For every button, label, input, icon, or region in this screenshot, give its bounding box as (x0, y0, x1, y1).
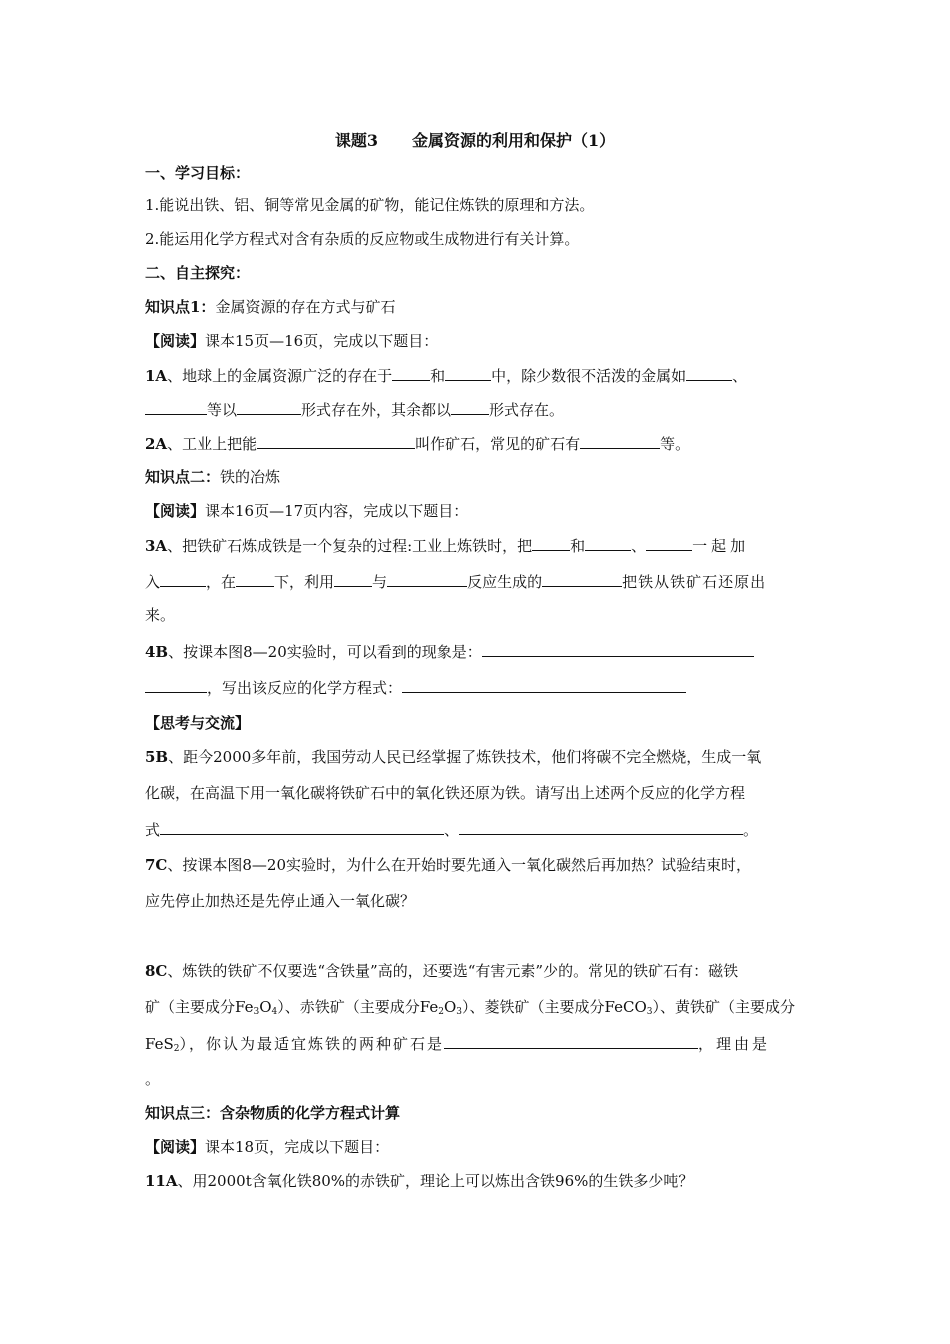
question-number: 1A (145, 367, 168, 385)
question-text: ）、黄铁矿（主要成分 (652, 998, 795, 1016)
question-5b-line-3 (145, 820, 758, 839)
fill-blank[interactable] (236, 572, 274, 587)
fill-blank[interactable] (387, 572, 467, 587)
fill-blank[interactable] (580, 434, 660, 449)
fill-blank[interactable] (686, 366, 732, 381)
fill-blank[interactable] (532, 536, 570, 551)
question-text: ，理由是 (698, 1035, 771, 1053)
question-11a (145, 1172, 693, 1190)
question-text: 、炼铁的铁矿不仅要选“含铁量”高的，还要选“有害元素”少的。常见的铁矿石有：磁铁 (167, 962, 739, 980)
goal-2: 2.能运用化学方程式对含有杂质的反应物或生成物进行有关计算。 (145, 230, 580, 248)
question-text: 、用2000t含氧化铁80%的赤铁矿，理论上可以炼出含铁96%的生铁多少吨？ (177, 1172, 694, 1190)
question-1a-line-2 (145, 400, 564, 419)
fill-blank[interactable] (160, 820, 444, 835)
question-8c-line-2 (145, 998, 795, 1021)
question-text: 一起加 (692, 537, 750, 555)
fill-blank[interactable] (237, 400, 301, 415)
kp3-read (145, 1138, 389, 1156)
question-text: 、距今2000多年前，我国劳动人民已经掌握了炼铁技术，他们将碳不完全燃烧，生成一氧 (168, 748, 762, 766)
fill-blank[interactable] (459, 820, 743, 835)
question-text: 中，除少数很不活泼的金属如 (491, 367, 687, 385)
question-8c-line-4: 。 (145, 1070, 161, 1088)
question-number: 2A (145, 435, 168, 453)
question-text: 、地球上的金属资源广泛的存在于 (167, 367, 393, 385)
question-number: 3A (145, 537, 168, 555)
fill-blank[interactable] (646, 536, 692, 551)
fill-blank[interactable] (145, 678, 207, 693)
fill-blank[interactable] (445, 366, 491, 381)
kp2-label: 知识点二： (145, 468, 221, 486)
question-3a-line-2 (145, 572, 766, 591)
question-text: 矿（主要成分Fe (145, 998, 254, 1016)
goal-1: 1.能说出铁、铝、铜等常见金属的矿物，能记住炼铁的原理和方法。 (145, 196, 595, 214)
fill-blank[interactable] (451, 400, 489, 415)
question-number: 7C (145, 856, 168, 874)
question-3a-line-3: 来。 (145, 606, 176, 624)
question-text: 、 (444, 821, 460, 839)
question-text: 形式存在外，其余都以 (301, 401, 452, 419)
fill-blank[interactable] (482, 642, 754, 657)
question-text: ）、赤铁矿（主要成分Fe (277, 998, 439, 1016)
question-5b-line-1 (145, 748, 761, 766)
lesson-name: 金属资源的利用和保护（1） (412, 131, 616, 150)
kp1-heading (145, 298, 395, 316)
question-text: 反应生成的 (467, 573, 543, 591)
subscript: 2 (173, 1044, 180, 1054)
question-text: O (259, 998, 272, 1016)
question-text: ，在 (206, 573, 237, 591)
question-number: 11A (145, 1172, 178, 1190)
question-text: 。 (743, 821, 759, 839)
kp3-heading: 知识点三：含杂物质的化学方程式计算 (145, 1104, 401, 1122)
question-8c-line-1 (145, 962, 738, 980)
question-text: 与 (372, 573, 388, 591)
fill-blank[interactable] (542, 572, 622, 587)
question-text: 叫作矿石，常见的矿石有 (415, 435, 581, 453)
subscript: 3 (253, 1007, 260, 1017)
question-7c-line-2: 应先停止加热还是先停止通入一氧化碳？ (145, 892, 416, 910)
question-3a-line-1 (145, 536, 749, 555)
fill-blank[interactable] (392, 366, 430, 381)
question-text: 、工业上把能 (167, 435, 258, 453)
question-number: 4B (145, 643, 169, 661)
subscript: 2 (438, 1007, 444, 1017)
question-text: ）、菱铁矿（主要成分FeCO (462, 998, 647, 1016)
question-1a-line-1 (145, 366, 747, 385)
question-text: 式 (145, 821, 161, 839)
subscript: 3 (456, 1007, 462, 1017)
goals-heading: 一、学习目标： (145, 164, 251, 182)
question-text: 、 (631, 537, 647, 555)
fill-blank[interactable] (585, 536, 631, 551)
question-4b-line-2 (145, 678, 686, 697)
question-7c-line-1 (145, 856, 751, 874)
fill-blank[interactable] (334, 572, 372, 587)
question-text: 等以 (207, 401, 238, 419)
explore-heading: 二、自主探究： (145, 264, 251, 282)
fill-blank[interactable] (145, 400, 207, 415)
question-text: 、把铁矿石炼成铁是一个复杂的过程:工业上炼铁时，把 (167, 537, 533, 555)
question-text: FeS (145, 1035, 174, 1053)
question-text: 入 (145, 573, 161, 591)
question-text: 、按课本图8—20实验时，为什么在开始时要先通入一氧化碳然后再加热？试验结束时， (167, 856, 752, 874)
subscript: 4 (271, 1007, 278, 1017)
fill-blank[interactable] (402, 678, 686, 693)
lesson-number: 课题3 (334, 131, 378, 150)
fill-blank[interactable] (160, 572, 206, 587)
question-text: 、 (732, 367, 748, 385)
subscript: 3 (646, 1007, 653, 1017)
question-text: 和 (430, 367, 446, 385)
kp2-title: 铁的冶炼 (220, 468, 281, 486)
question-text: 和 (570, 537, 586, 555)
kp2-heading (145, 468, 280, 486)
question-number: 5B (145, 748, 169, 766)
fill-blank[interactable] (257, 434, 415, 449)
question-5b-line-2: 化碳，在高温下用一氧化碳将铁矿石中的氧化铁还原为铁。请写出上述两个反应的化学方程 (145, 784, 746, 802)
read-text: 课本16页—17页内容，完成以下题目： (205, 502, 469, 520)
read-label: 【阅读】 (145, 1138, 206, 1156)
kp1-label: 知识点1： (145, 298, 216, 316)
question-text: 等。 (660, 435, 691, 453)
question-text: ，写出该反应的化学方程式： (207, 679, 403, 697)
read-text: 课本15页—16页，完成以下题目： (205, 332, 439, 350)
question-text: 形式存在。 (489, 401, 565, 419)
question-text: O (443, 998, 457, 1016)
read-label: 【阅读】 (145, 332, 206, 350)
question-text: 下，利用 (274, 573, 335, 591)
think-heading: 【思考与交流】 (145, 714, 251, 732)
page-title (0, 128, 950, 151)
question-8c-line-3 (145, 1034, 770, 1058)
question-2a (145, 434, 690, 453)
question-number: 8C (145, 962, 168, 980)
kp2-read (145, 502, 468, 520)
question-text: 、按课本图8—20实验时，可以看到的现象是： (168, 643, 482, 661)
question-4b-line-1 (145, 642, 754, 661)
question-text: 把铁从铁矿石还原出 (622, 573, 767, 591)
read-text: 课本18页，完成以下题目： (205, 1138, 390, 1156)
kp1-read (145, 332, 438, 350)
question-text: ），你认为最适宜炼铁的两种矿石是 (179, 1035, 444, 1053)
read-label: 【阅读】 (145, 502, 206, 520)
kp1-title: 金属资源的存在方式与矿石 (215, 298, 396, 316)
fill-blank[interactable] (444, 1034, 698, 1049)
